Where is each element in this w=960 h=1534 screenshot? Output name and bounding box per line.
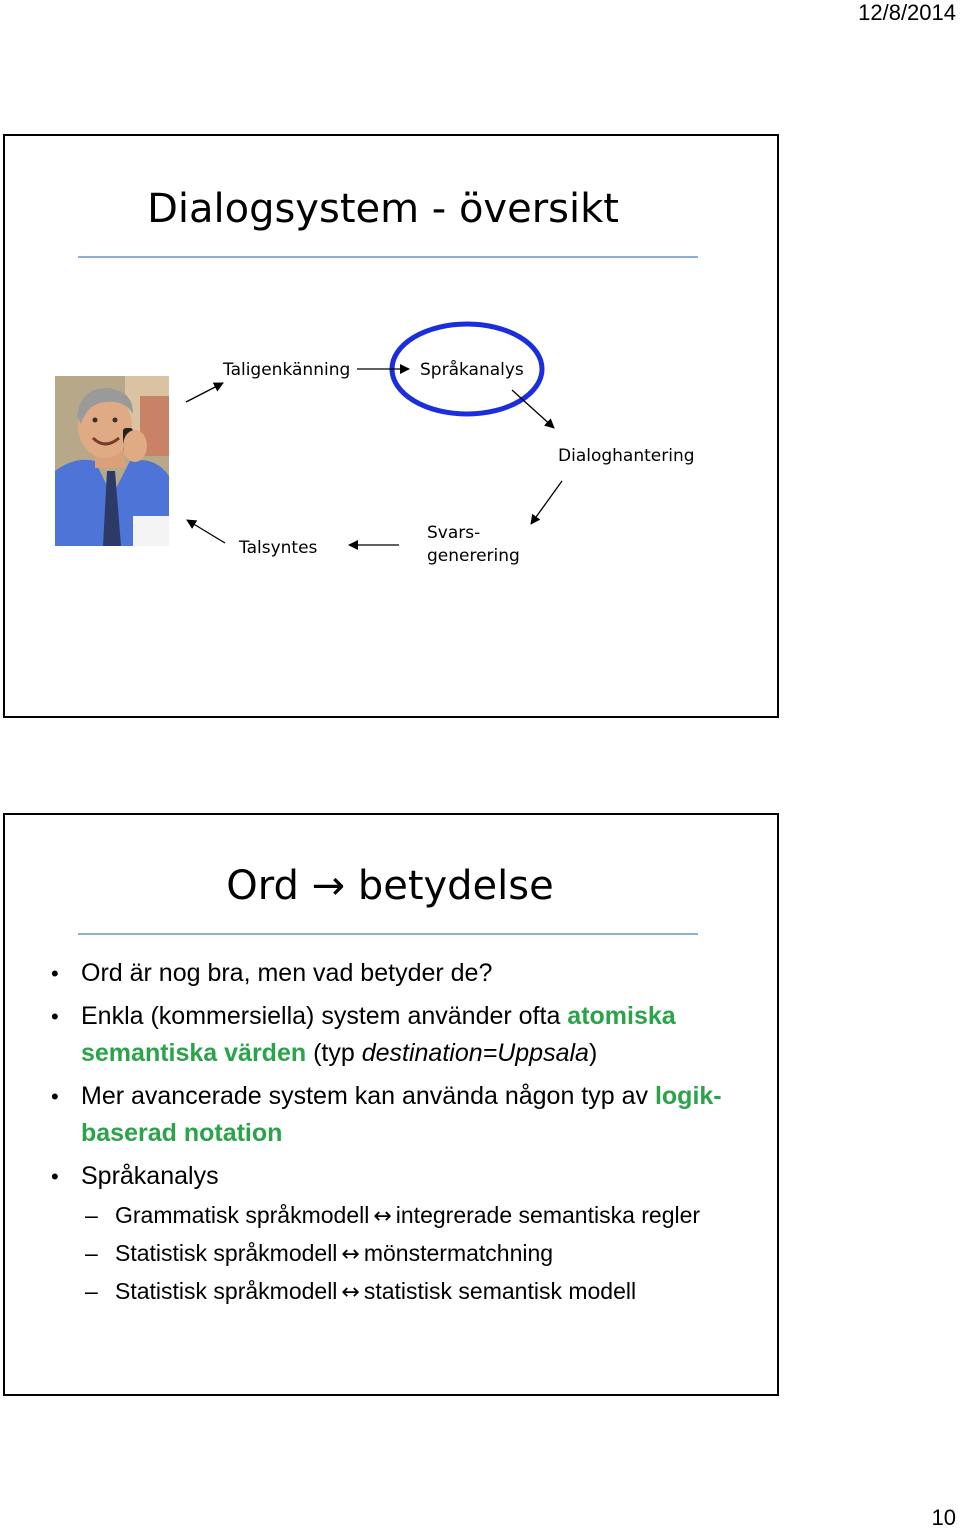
sub-left: Statistisk språkmodell bbox=[115, 1278, 338, 1304]
flow-response-generation: Svars- generering bbox=[427, 523, 520, 566]
arrow-analysis-to-dialog bbox=[512, 390, 554, 428]
double-arrow-icon: ↔ bbox=[341, 1242, 360, 1267]
arrow-photo-to-recognition bbox=[186, 383, 223, 402]
double-arrow-icon: ↔ bbox=[341, 1280, 360, 1305]
double-arrow-icon: ↔ bbox=[373, 1204, 392, 1229]
sub-bullet-item bbox=[81, 1273, 769, 1311]
example-value: destination=Uppsala bbox=[361, 1039, 589, 1067]
bullet-text: Mer avancerade system kan använda någon typ av bbox=[81, 1082, 655, 1110]
highlight-ellipse bbox=[392, 324, 542, 414]
sub-left: Statistisk språkmodell bbox=[115, 1240, 338, 1266]
bullet-list bbox=[49, 955, 769, 1317]
highlight-term: logik-baserad notation bbox=[81, 1082, 722, 1147]
slide-title: Ord → betydelse bbox=[226, 863, 554, 909]
bullet-text: Språkanalys bbox=[81, 1162, 219, 1190]
sub-bullet-item bbox=[81, 1197, 769, 1235]
bullet-text: Ord är nog bra, men vad betyder de? bbox=[81, 959, 493, 987]
bullet-item bbox=[49, 998, 769, 1072]
highlight-term: atomiska semantiska värden bbox=[81, 1002, 676, 1067]
slide-dialog-overview bbox=[3, 134, 779, 718]
flow-language-analysis: Språkanalys bbox=[420, 360, 524, 380]
sub-right: mönstermatchning bbox=[363, 1240, 554, 1266]
sub-left: Grammatisk språkmodell bbox=[115, 1202, 370, 1228]
bullet-text: Enkla (kommersiella) system använder ofta bbox=[81, 1002, 568, 1030]
bullet-text: (typ bbox=[306, 1039, 362, 1067]
bullet-item bbox=[49, 1078, 769, 1152]
slide-word-meaning bbox=[3, 813, 779, 1396]
sub-bullet-item bbox=[81, 1235, 769, 1273]
sub-right: integrerade semantiska regler bbox=[395, 1202, 701, 1228]
arrow-dialog-to-generation bbox=[531, 481, 562, 524]
bullet-text: ) bbox=[588, 1039, 598, 1067]
sub-bullet-list bbox=[81, 1197, 769, 1311]
bullet-item bbox=[49, 1158, 769, 1311]
flow-speech-synthesis: Talsyntes bbox=[239, 538, 318, 558]
page-number: 10 bbox=[931, 1505, 956, 1530]
slide-title: Dialogsystem - översikt bbox=[147, 186, 619, 232]
flow-dialog-management: Dialoghantering bbox=[558, 446, 695, 466]
flow-arrows bbox=[5, 136, 781, 720]
title-divider bbox=[78, 933, 698, 935]
flow-speech-recognition: Taligenkänning bbox=[223, 360, 351, 380]
sub-right: statistisk semantisk modell bbox=[363, 1278, 637, 1304]
bullet-item bbox=[49, 955, 769, 992]
arrow-synthesis-to-photo bbox=[187, 520, 225, 543]
page-date: 12/8/2014 bbox=[858, 0, 956, 25]
